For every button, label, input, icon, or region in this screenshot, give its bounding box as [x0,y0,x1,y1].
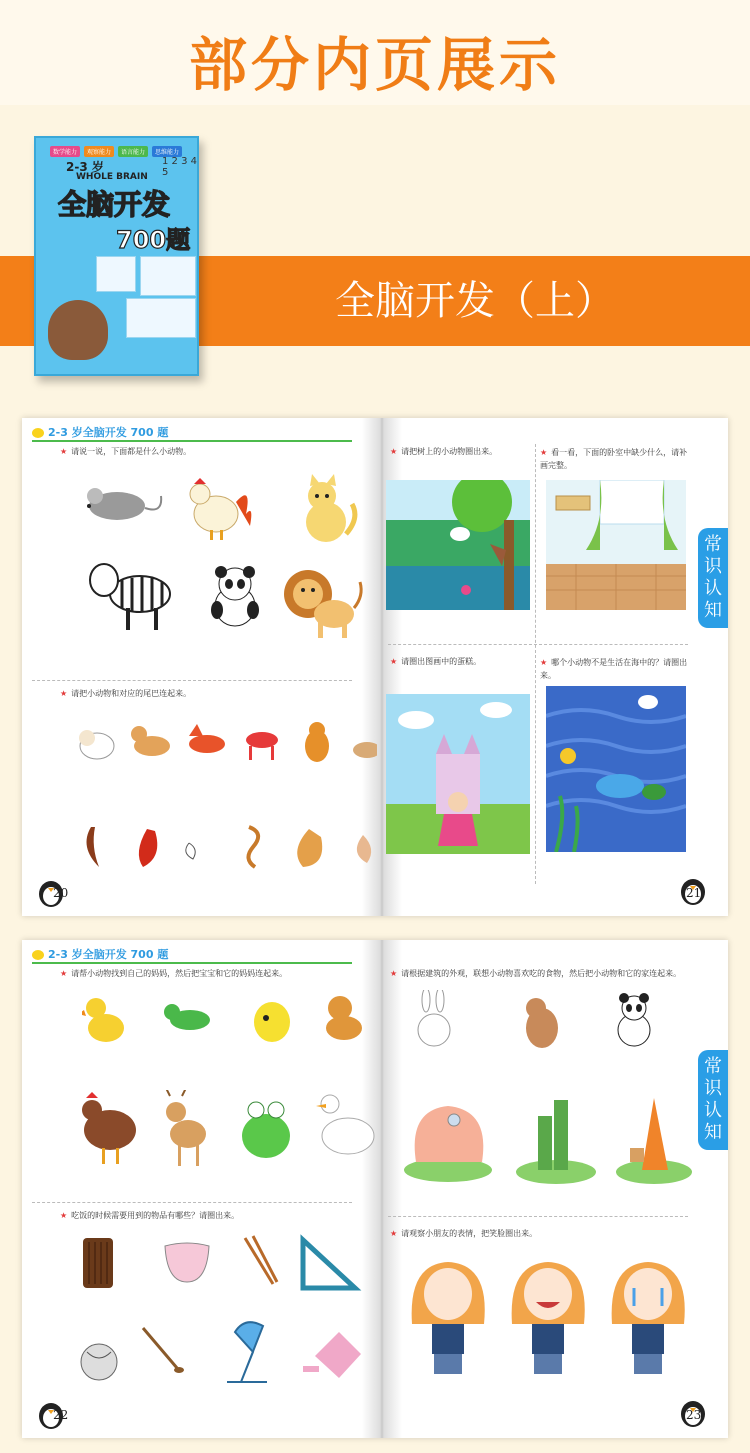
castle-scene [386,694,530,854]
meal-items-row-1 [77,1232,367,1294]
tails-row [77,823,377,873]
question-text: ★ 请帮小动物找到自己的妈妈，然后把宝宝和它的妈妈连起来。 [60,969,288,978]
tail-animals-row [77,718,377,768]
series-label [32,946,168,962]
header-rule [32,962,352,964]
cat-illustration [292,474,362,546]
zebra-illustration [82,558,182,636]
cover-panel [140,256,196,296]
mouse-illustration [77,478,167,528]
cover-title-number: 700题 [116,226,191,254]
question-text: ★ 请根据建筑的外观，联想小动物喜欢吃的食物，然后把小动物和它的家连起来。 [390,969,682,978]
cover-title: 全脑开发 [58,188,171,221]
cover-tag: 思维能力 [152,146,182,157]
series-text: 2-3 岁全脑开发 700 题 [48,426,169,439]
houses-row [398,1090,698,1190]
tree-scene [386,480,530,610]
cover-age: 2-3 岁 [66,160,104,174]
section-tab: 常识认知 [698,528,728,628]
question-text: ★ 吃饭的时候需要用到的物品有哪些？请圈出来。 [60,1211,240,1220]
section-divider [32,680,352,681]
cover-subtitle: WHOLE BRAIN [76,172,148,182]
page-number: 21 [686,886,702,900]
page-number: 22 [53,1408,69,1422]
book-spread-1 [22,418,728,916]
page-number: 23 [686,1408,702,1422]
cover-panel [96,256,136,292]
question-text: ★ 看一看，下面的卧室中缺少什么，请补画完整。 [540,448,688,470]
lion-illustration [278,568,366,640]
cover-tag: 观察能力 [84,146,114,157]
cover-numbers: 1 2 3 4 5 [162,156,197,178]
mother-animals-row [80,1090,376,1170]
question-text: ★ 请观察小朋友的表情，把笑脸圈出来。 [390,1229,538,1238]
question-text: ★ 哪个小动物不是生活在海中的？请圈出来。 [540,658,688,680]
book-spread-2 [22,940,728,1438]
question-text: ★ 请圈出图画中的蛋糕。 [390,657,482,666]
rooster-illustration [180,474,260,544]
book-cover [34,136,199,376]
series-text: 2-3 岁全脑开发 700 题 [48,948,169,961]
section-tab: 常识认知 [698,1050,728,1150]
sea-scene [546,686,686,852]
question-text: ★ 请说一说，下面都是什么小动物。 [60,447,192,456]
section-divider [388,1216,688,1217]
banner-title: 全脑开发（上） [335,278,615,324]
page-heading: 部分内页展示 [188,31,561,99]
meal-items-row-2 [77,1312,367,1392]
section-divider [32,1202,352,1203]
question-text: ★ 请把树上的小动物圈出来。 [390,447,498,456]
cover-tag: 数学能力 [50,146,80,157]
children-faces-row [398,1254,698,1394]
animals-to-home-row [412,990,692,1054]
section-divider [388,644,688,645]
page-number: 20 [53,886,69,900]
cover-tag: 语言能力 [118,146,148,157]
bear-illustration [48,300,108,360]
column-divider [535,444,536,884]
chick-icon [32,428,44,438]
question-text: ★ 请把小动物和对应的尾巴连起来。 [60,689,192,698]
header-rule [32,440,352,442]
bedroom-scene [546,480,686,610]
chick-icon [32,950,44,960]
series-label [32,424,168,440]
baby-animals-row [82,990,372,1052]
cover-panel [126,298,196,338]
panda-illustration [205,566,265,632]
